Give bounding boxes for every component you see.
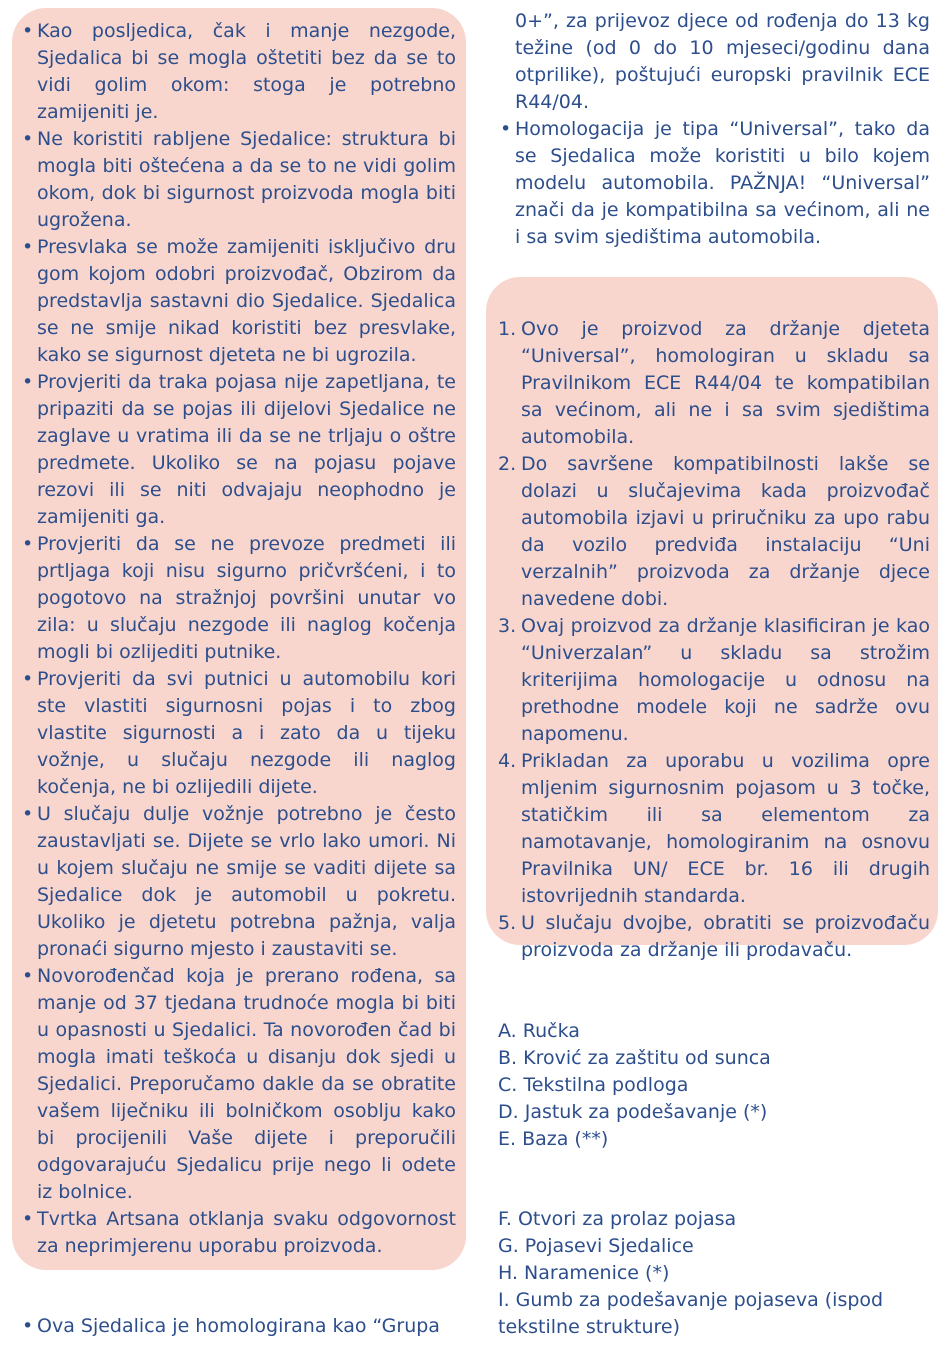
numbered-item: [498, 316, 930, 451]
parts-list-a-e: [498, 1018, 930, 1153]
parts-list-f-i: [498, 1206, 930, 1341]
part-label: G. Pojasevi Sjedalice: [498, 1235, 694, 1257]
item-text: Ovaj proizvod za držanje klasificiran je kao “Univerzalan” u skladu sa strožim kriterijima homologacije u odnosu na prethodne modele koji ne sadrže ovu napomenu.: [521, 615, 930, 745]
right-column-top: [498, 8, 930, 251]
compatibility-list-container: [498, 316, 930, 964]
part-label: D. Jastuk za podešavanje (*): [498, 1101, 768, 1123]
item-number: 3.: [498, 615, 517, 637]
part-label: B. Krović za zaštitu od sunca: [498, 1047, 771, 1069]
list-item: • U slučaju dulje vožnje potrebno je često zaustavljati se. Dijete se vrlo lako umori. Ni u kojem slučaju ne smije se vaditi dijete sa Sjedalice dok je automobil u pokretu. Ukoliko je djetetu potrebna pažnja, valja pronaći sigurno mjesto i zaustaviti se.: [20, 801, 456, 963]
item-number: 2.: [498, 453, 517, 475]
item-number: 1.: [498, 318, 517, 340]
numbered-item: [498, 613, 930, 748]
list-item: • Homologacija je tipa “Universal”, tako da se Sjedalica može koristiti u bilo kojem modelu automobila. PAŽNJA! “Universal” znači da je kompatibilna sa većinom, ali ne i sa svim sjedištima automobila.: [498, 116, 930, 251]
numbered-item: [498, 748, 930, 910]
item-text: Do savršene kompatibilnosti lakše se dolazi u slučajevima kada proizvođač automobila izjavi u priručniku za upo rabu da vozilo predviđa instalaciju “Uni verzalnih” proizvoda za držanje djece navedene dobi.: [521, 453, 930, 610]
list-item: • Presvlaka se može zamijeniti isključivo dru gom kojom odobri proizvođač, Obzirom da predstavlja sastavni dio Sjedalice. Sjedalica se ne smije nikad koristiti bez presvlake, kako se sigurnost djeteta ne bi ugrozila.: [20, 234, 456, 369]
list-item: • Kao posljedica, čak i manje nezgode, Sjedalica bi se mogla oštetiti bez da se to vidi golim okom: stoga je potrebno zamijeniti je.: [20, 18, 456, 126]
list-item: • Provjeriti da svi putnici u automobilu kori ste vlastiti sigurnosni pojas i to zbog vlastite sigurnosti a i zato da u tijeku vožnje, u slučaju nezgode ili naglog kočenja, ne bi ozlijedili dijete.: [20, 666, 456, 801]
list-item: • Tvrtka Artsana otklanja svaku odgovornost za neprimjerenu uporabu proizvoda.: [20, 1206, 456, 1260]
list-item: • Provjeriti da se ne prevoze predmeti ili prtljaga koji nisu sigurno pričvršćeni, i to pogotovo na stražnjoj površini unutar vo zila: u slučaju nezgode ili naglog kočenja mogli bi ozlijediti putnike.: [20, 531, 456, 666]
list-item: • Provjeriti da traka pojasa nije zapetljana, te pripaziti da se pojas ili dijelovi Sjedalice ne zaglave u vratima ili da se ne trljaju o oštre predmete. Ukoliko se na pojasu pojave rezovi ili se niti odvajaju neophodno je zamijeniti ga.: [20, 369, 456, 531]
item-text: Prikladan za uporabu u vozilima opre mljenim sigurnosnim pojasom u 3 točke, statičkim ili sa elementom za namotavanje, homologiranim na osnovu Pravilnika UN/ ECE br. 16 ili drugih istovrijednih standarda.: [521, 750, 930, 907]
part-label: I. Gumb za podešavanje pojaseva (ispod tekstilne strukture): [498, 1289, 884, 1338]
part-label: A. Ručka: [498, 1020, 580, 1042]
item-number: 5.: [498, 912, 517, 934]
left-column: [20, 18, 456, 1260]
list-item: • Ne koristiti rabljene Sjedalice: struktura bi mogla biti oštećena a da se to ne vidi golim okom, dok bi sigurnost proizvoda mogla biti ugrožena.: [20, 126, 456, 234]
homologation-intro: [20, 1313, 456, 1340]
part-label: C. Tekstilna podloga: [498, 1074, 689, 1096]
warning-list: [20, 18, 456, 1260]
numbered-item: [498, 451, 930, 613]
compatibility-list: [498, 316, 930, 964]
part-label: F. Otvori za prolaz pojasa: [498, 1208, 737, 1230]
item-text: U slučaju dvojbe, obratiti se proizvođaču proizvoda za držanje ili prodavaču.: [521, 912, 930, 961]
part-label: H. Naramenice (*): [498, 1262, 670, 1284]
homologation-continuation: 0+”, za prijevoz djece od rođenja do 13 kg težine (od 0 do 10 mjeseci/godinu dana otprilike), poštujući europski pravilnik ECE R44/04.: [515, 10, 930, 113]
list-item: • Ova Sjedalica je homologirana kao “Grupa: [20, 1313, 456, 1340]
item-number: 4.: [498, 750, 517, 772]
part-label: E. Baza (**): [498, 1128, 609, 1150]
item-text: Ovo je proizvod za držanje djeteta “Universal”, homologiran u skladu sa Pravilnikom ECE R44/04 te kompatibilan sa većinom, ali ne i sa svim sjedištima automobila.: [521, 318, 930, 448]
numbered-item: [498, 910, 930, 964]
list-item: • Novorođenčad koja je prerano rođena, sa manje od 37 tjedana trudnoće mogla bi biti u opasnosti u Sjedalici. Ta novorođen čad bi mogla imati teškoća u disanju dok sjedi u Sjedalici. Preporučamo dakle da se obratite vašem liječniku ili bolničkom osoblju kako bi procijenili Vaše dijete i preporučili odgovarajuću Sjedalicu prije nego li odete iz bolnice.: [20, 963, 456, 1206]
